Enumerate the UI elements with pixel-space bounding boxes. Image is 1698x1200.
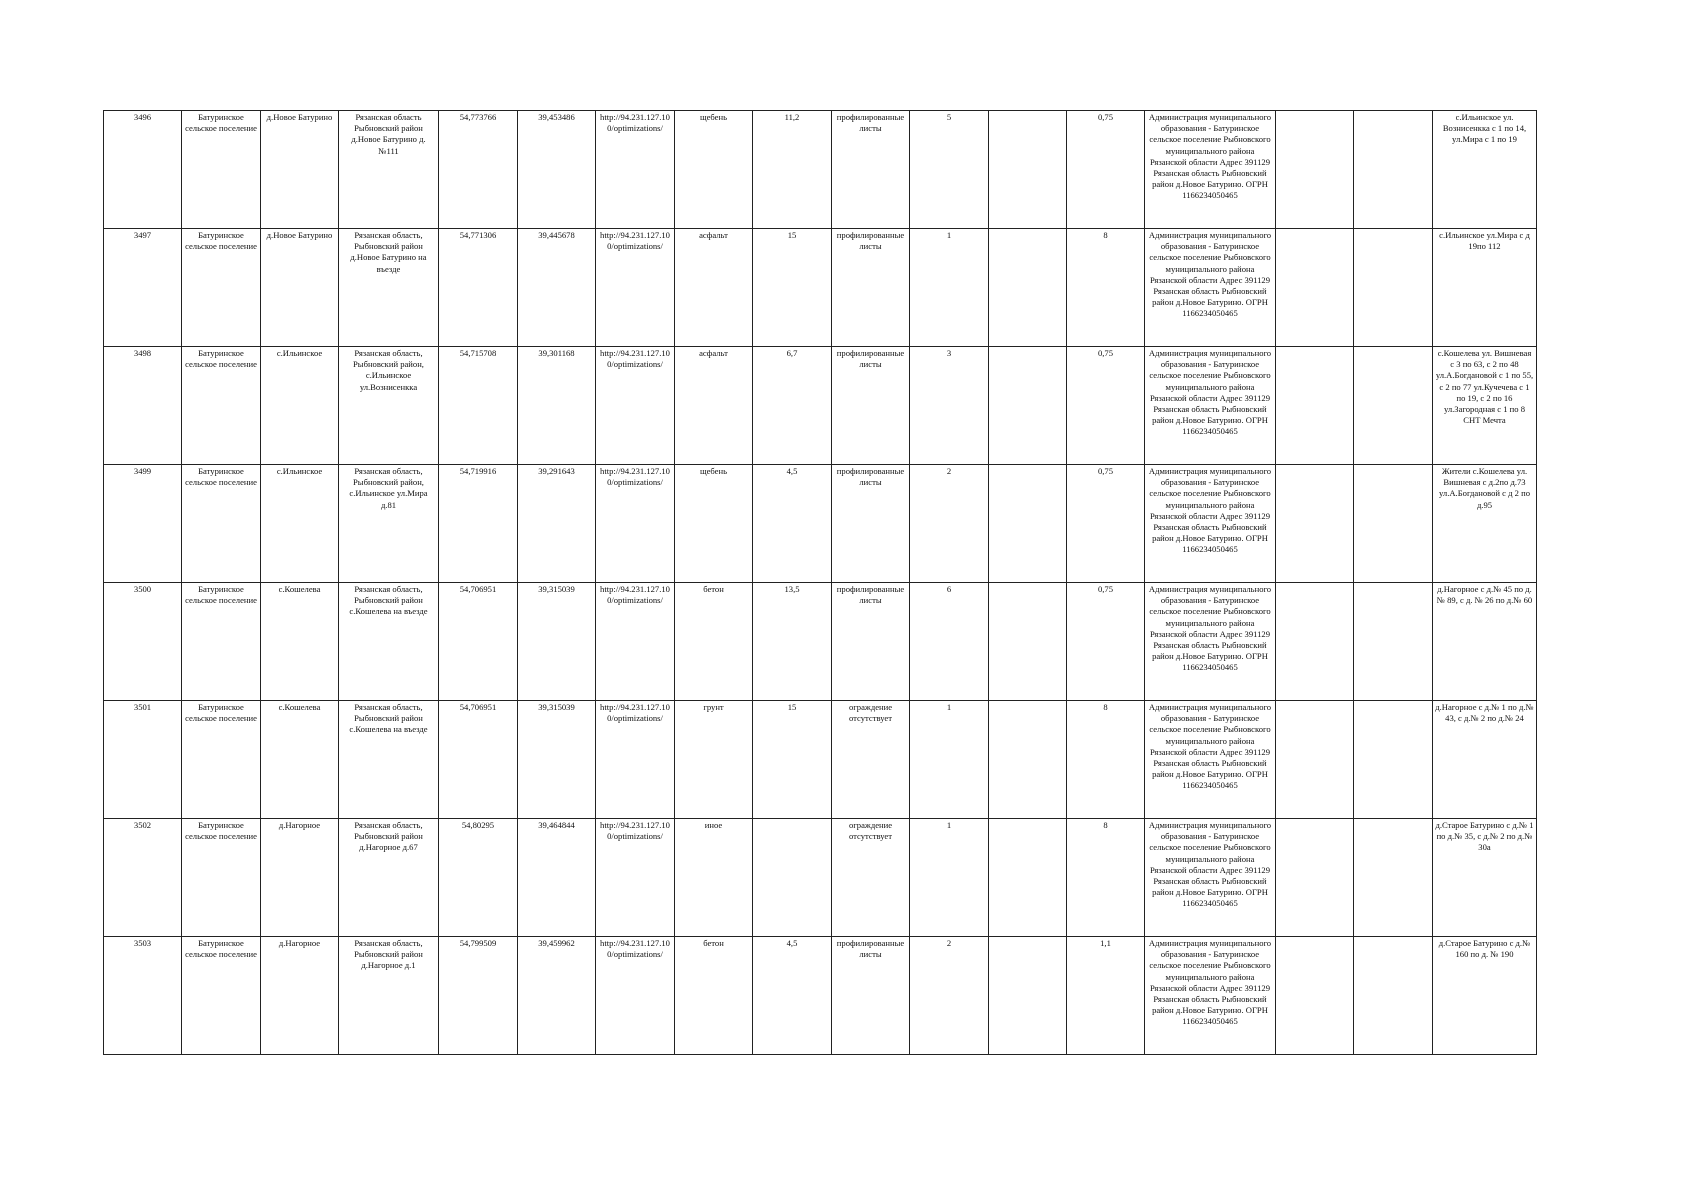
cell-longitude: 39,315039 [518, 583, 596, 701]
cell-latitude: 54,706951 [439, 701, 518, 819]
cell-containers: 5 [910, 111, 989, 229]
cell-empty [1354, 465, 1433, 583]
cell-locality: с.Кошелева [261, 701, 339, 819]
table-row [104, 937, 1537, 1055]
cell-surface: асфальт [675, 229, 753, 347]
cell-latitude: 54,719916 [439, 465, 518, 583]
cell-address: Рязанская область, Рыбновский район с.Кошелева на въезде [339, 701, 439, 819]
cell-locality: д.Новое Батурино [261, 229, 339, 347]
cell-fence: ограждение отсутствует [832, 701, 910, 819]
table-row [104, 465, 1537, 583]
cell-address: Рязанская область, Рыбновский район д.Нагорное д.67 [339, 819, 439, 937]
cell-empty [989, 583, 1067, 701]
cell-site-number: 3498 [104, 347, 182, 465]
cell-owner: Администрация муниципального образования - Батуринское сельское поселение Рыбновского муниципального района Рязанской области Адрес 391129 Рязанская область Рыбновский район д.Новое Батурино. ОГРН 1166234050465 [1145, 819, 1276, 937]
cell-volume: 0,75 [1067, 347, 1145, 465]
cell-fence: профилированные листы [832, 347, 910, 465]
cell-latitude: 54,799509 [439, 937, 518, 1055]
cell-settlement: Батуринское сельское поселение [182, 465, 261, 583]
cell-settlement: Батуринское сельское поселение [182, 701, 261, 819]
cell-url: http://94.231.127.100/optimizations/ [596, 465, 675, 583]
cell-empty [1354, 583, 1433, 701]
table-row [104, 347, 1537, 465]
cell-waste-sources: д.Нагорное с д.№ 1 по д.№ 43, с д.№ 2 по д.№ 24 [1433, 701, 1537, 819]
cell-empty [1276, 819, 1354, 937]
cell-fence: профилированные листы [832, 583, 910, 701]
cell-empty [1354, 937, 1433, 1055]
cell-empty [1276, 347, 1354, 465]
cell-empty [989, 937, 1067, 1055]
cell-containers: 1 [910, 701, 989, 819]
cell-volume: 8 [1067, 819, 1145, 937]
cell-locality: с.Ильинское [261, 347, 339, 465]
cell-owner: Администрация муниципального образования - Батуринское сельское поселение Рыбновского муниципального района Рязанской области Адрес 391129 Рязанская область Рыбновский район д.Новое Батурино. ОГРН 1166234050465 [1145, 111, 1276, 229]
cell-volume: 1,1 [1067, 937, 1145, 1055]
cell-url: http://94.231.127.100/optimizations/ [596, 111, 675, 229]
cell-fence: профилированные листы [832, 937, 910, 1055]
cell-locality: д.Нагорное [261, 819, 339, 937]
cell-surface: иное [675, 819, 753, 937]
cell-containers: 6 [910, 583, 989, 701]
cell-site-number: 3497 [104, 229, 182, 347]
cell-address: Рязанская область, Рыбновский район, с.Ильинское ул.Вознисенкка [339, 347, 439, 465]
cell-longitude: 39,459962 [518, 937, 596, 1055]
cell-volume: 0,75 [1067, 111, 1145, 229]
cell-empty [1354, 111, 1433, 229]
cell-empty [1276, 111, 1354, 229]
cell-url: http://94.231.127.100/optimizations/ [596, 937, 675, 1055]
cell-volume: 0,75 [1067, 465, 1145, 583]
cell-empty [1276, 583, 1354, 701]
cell-site-number: 3503 [104, 937, 182, 1055]
cell-latitude: 54,773766 [439, 111, 518, 229]
cell-owner: Администрация муниципального образования - Батуринское сельское поселение Рыбновского муниципального района Рязанской области Адрес 391129 Рязанская область Рыбновский район д.Новое Батурино. ОГРН 1166234050465 [1145, 937, 1276, 1055]
table-row [104, 229, 1537, 347]
cell-surface: грунт [675, 701, 753, 819]
cell-address: Рязанская область, Рыбновский район с.Кошелева на въезде [339, 583, 439, 701]
cell-waste-sources: д.Старое Батурино с д.№ 160 по д. № 190 [1433, 937, 1537, 1055]
cell-latitude: 54,80295 [439, 819, 518, 937]
cell-containers: 2 [910, 937, 989, 1055]
cell-locality: с.Ильинское [261, 465, 339, 583]
cell-longitude: 39,464844 [518, 819, 596, 937]
cell-site-number: 3496 [104, 111, 182, 229]
cell-locality: с.Кошелева [261, 583, 339, 701]
cell-empty [1354, 701, 1433, 819]
cell-address: Рязанская область, Рыбновский район д.Новое Батурино на въезде [339, 229, 439, 347]
cell-empty [989, 701, 1067, 819]
cell-locality: д.Новое Батурино [261, 111, 339, 229]
cell-waste-sources: с.Ильинское ул.Мира с д 19по 112 [1433, 229, 1537, 347]
cell-containers: 3 [910, 347, 989, 465]
cell-surface: щебень [675, 465, 753, 583]
cell-owner: Администрация муниципального образования - Батуринское сельское поселение Рыбновского муниципального района Рязанской области Адрес 391129 Рязанская область Рыбновский район д.Новое Батурино. ОГРН 1166234050465 [1145, 465, 1276, 583]
cell-settlement: Батуринское сельское поселение [182, 819, 261, 937]
cell-latitude: 54,715708 [439, 347, 518, 465]
cell-empty [1354, 819, 1433, 937]
cell-latitude: 54,706951 [439, 583, 518, 701]
cell-settlement: Батуринское сельское поселение [182, 347, 261, 465]
waste-sites-table [103, 110, 1537, 1055]
cell-surface: бетон [675, 583, 753, 701]
cell-longitude: 39,453486 [518, 111, 596, 229]
cell-longitude: 39,291643 [518, 465, 596, 583]
cell-settlement: Батуринское сельское поселение [182, 111, 261, 229]
cell-waste-sources: с.Ильинское ул. Вознисенкка с 1 по 14, ул.Мира с 1 по 19 [1433, 111, 1537, 229]
cell-address: Рязанская область Рыбновский район д.Новое Батурино д. №111 [339, 111, 439, 229]
cell-empty [1276, 937, 1354, 1055]
cell-volume: 8 [1067, 701, 1145, 819]
cell-fence: профилированные листы [832, 465, 910, 583]
cell-area [753, 819, 832, 937]
cell-containers: 1 [910, 819, 989, 937]
cell-site-number: 3502 [104, 819, 182, 937]
cell-empty [1276, 701, 1354, 819]
cell-settlement: Батуринское сельское поселение [182, 229, 261, 347]
cell-waste-sources: д.Нагорное с д.№ 45 по д.№ 89, с д. № 26 по д.№ 60 [1433, 583, 1537, 701]
cell-settlement: Батуринское сельское поселение [182, 937, 261, 1055]
cell-waste-sources: с.Кошелева ул. Вишневая с 3 по 63, с 2 по 48 ул.А.Богдановой с 1 по 55, с 2 по 77 ул.Кучечева с 1 по 19, с 2 по 16 ул.Загородная с 1 по 8 СНТ Мечта [1433, 347, 1537, 465]
cell-address: Рязанская область, Рыбновский район, с.Ильинское ул.Мира д.81 [339, 465, 439, 583]
cell-empty [1354, 229, 1433, 347]
cell-empty [989, 465, 1067, 583]
cell-address: Рязанская область, Рыбновский район д.Нагорное д.1 [339, 937, 439, 1055]
cell-latitude: 54,771306 [439, 229, 518, 347]
cell-empty [1276, 229, 1354, 347]
cell-waste-sources: д.Старое Батурино с д.№ 1 по д.№ 35, с д.№ 2 по д.№ 30а [1433, 819, 1537, 937]
cell-area: 15 [753, 229, 832, 347]
cell-fence: профилированные листы [832, 229, 910, 347]
cell-surface: бетон [675, 937, 753, 1055]
cell-url: http://94.231.127.100/optimizations/ [596, 229, 675, 347]
cell-empty [989, 819, 1067, 937]
table-row [104, 111, 1537, 229]
cell-url: http://94.231.127.100/optimizations/ [596, 819, 675, 937]
cell-settlement: Батуринское сельское поселение [182, 583, 261, 701]
cell-containers: 2 [910, 465, 989, 583]
table-body [104, 111, 1537, 1055]
cell-empty [1276, 465, 1354, 583]
cell-empty [989, 111, 1067, 229]
cell-owner: Администрация муниципального образования - Батуринское сельское поселение Рыбновского муниципального района Рязанской области Адрес 391129 Рязанская область Рыбновский район д.Новое Батурино. ОГРН 1166234050465 [1145, 347, 1276, 465]
table-row [104, 819, 1537, 937]
cell-url: http://94.231.127.100/optimizations/ [596, 347, 675, 465]
cell-url: http://94.231.127.100/optimizations/ [596, 583, 675, 701]
cell-empty [1354, 347, 1433, 465]
cell-volume: 0,75 [1067, 583, 1145, 701]
table-row [104, 701, 1537, 819]
cell-containers: 1 [910, 229, 989, 347]
cell-fence: профилированные листы [832, 111, 910, 229]
cell-site-number: 3501 [104, 701, 182, 819]
cell-surface: асфальт [675, 347, 753, 465]
cell-empty [989, 229, 1067, 347]
cell-empty [989, 347, 1067, 465]
cell-url: http://94.231.127.100/optimizations/ [596, 701, 675, 819]
cell-area: 6,7 [753, 347, 832, 465]
cell-area: 13,5 [753, 583, 832, 701]
cell-locality: д.Нагорное [261, 937, 339, 1055]
cell-area: 4,5 [753, 937, 832, 1055]
table-row [104, 583, 1537, 701]
cell-waste-sources: Жители с.Кошелева ул. Вишневая с д.2по д.73 ул.А.Богдановой с д 2 по д.95 [1433, 465, 1537, 583]
cell-owner: Администрация муниципального образования - Батуринское сельское поселение Рыбновского муниципального района Рязанской области Адрес 391129 Рязанская область Рыбновский район д.Новое Батурино. ОГРН 1166234050465 [1145, 701, 1276, 819]
cell-area: 11,2 [753, 111, 832, 229]
cell-site-number: 3500 [104, 583, 182, 701]
cell-surface: щебень [675, 111, 753, 229]
cell-owner: Администрация муниципального образования - Батуринское сельское поселение Рыбновского муниципального района Рязанской области Адрес 391129 Рязанская область Рыбновский район д.Новое Батурино. ОГРН 1166234050465 [1145, 229, 1276, 347]
cell-volume: 8 [1067, 229, 1145, 347]
cell-area: 15 [753, 701, 832, 819]
cell-longitude: 39,445678 [518, 229, 596, 347]
cell-site-number: 3499 [104, 465, 182, 583]
cell-fence: ограждение отсутствует [832, 819, 910, 937]
cell-longitude: 39,301168 [518, 347, 596, 465]
cell-owner: Администрация муниципального образования - Батуринское сельское поселение Рыбновского муниципального района Рязанской области Адрес 391129 Рязанская область Рыбновский район д.Новое Батурино. ОГРН 1166234050465 [1145, 583, 1276, 701]
cell-area: 4,5 [753, 465, 832, 583]
cell-longitude: 39,315039 [518, 701, 596, 819]
